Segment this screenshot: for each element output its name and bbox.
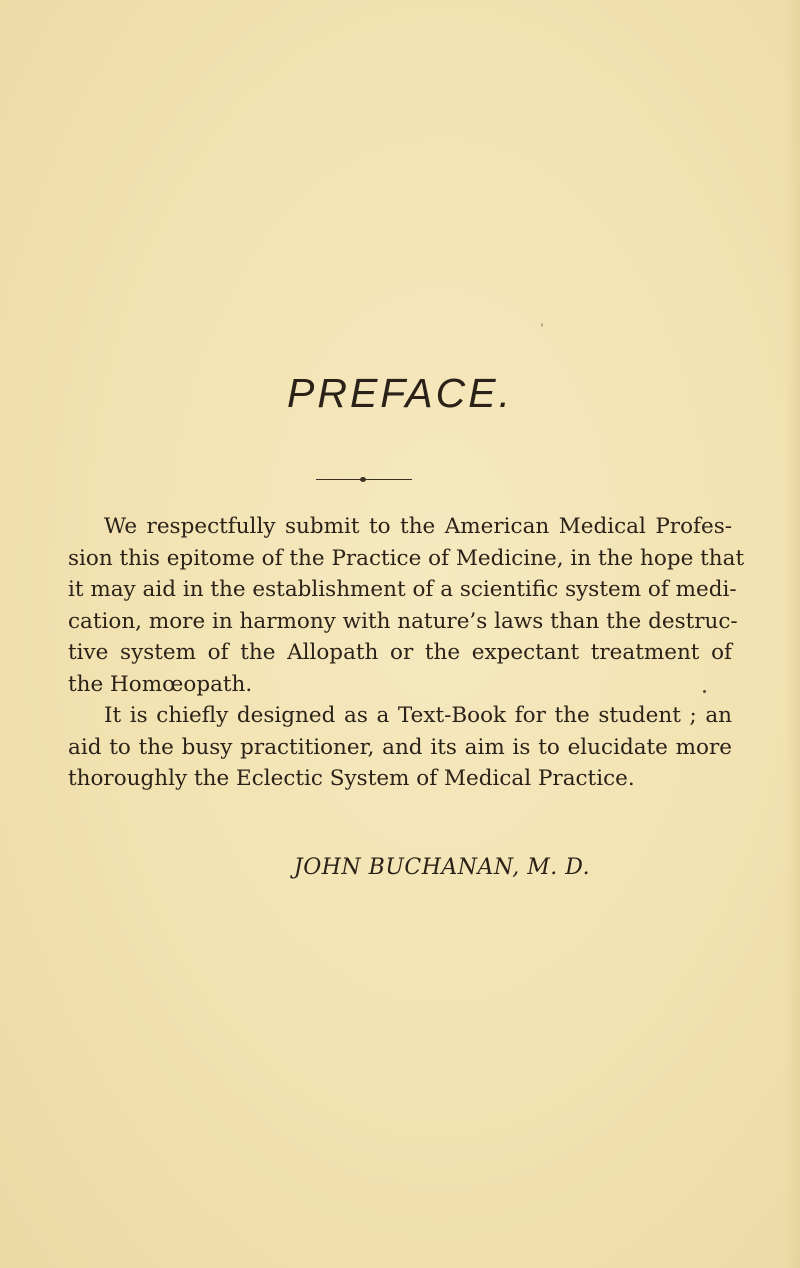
author-signature: JOHN BUCHANAN, M. D. [293, 855, 591, 880]
text-line: thoroughly the Eclectic System of Medical Practice. [68, 766, 635, 791]
paragraph-1 [68, 511, 745, 700]
page-title: PREFACE. [287, 370, 513, 416]
text-line: it may aid in the establishment of a scientific system of medi- [68, 577, 737, 602]
paper-speck [541, 323, 543, 327]
text-line: the Homœopath. [68, 671, 253, 697]
text-line: sion this epitome of the Practice of Medicine, in the hope that [68, 545, 745, 571]
rule-line-left [316, 479, 360, 480]
rule-line-right [366, 479, 412, 480]
preface-body [68, 511, 745, 795]
ornamental-rule [316, 478, 412, 480]
text-line: aid to the busy practitioner, and its aim is to elucidate more [68, 734, 732, 760]
paragraph-2 [68, 700, 732, 795]
text-line: It is chiefly designed as a Text-Book for the student ; an [104, 703, 732, 728]
text-line: cation, more in harmony with nature’s laws than the destruc- [68, 608, 738, 634]
text-line: tive system of the Allopath or the expectant treatment of [68, 640, 732, 665]
paper-speck [703, 690, 706, 693]
page-edge-shadow [786, 0, 800, 1268]
text-line: We respectfully submit to the American Medical Profes- [104, 514, 732, 539]
